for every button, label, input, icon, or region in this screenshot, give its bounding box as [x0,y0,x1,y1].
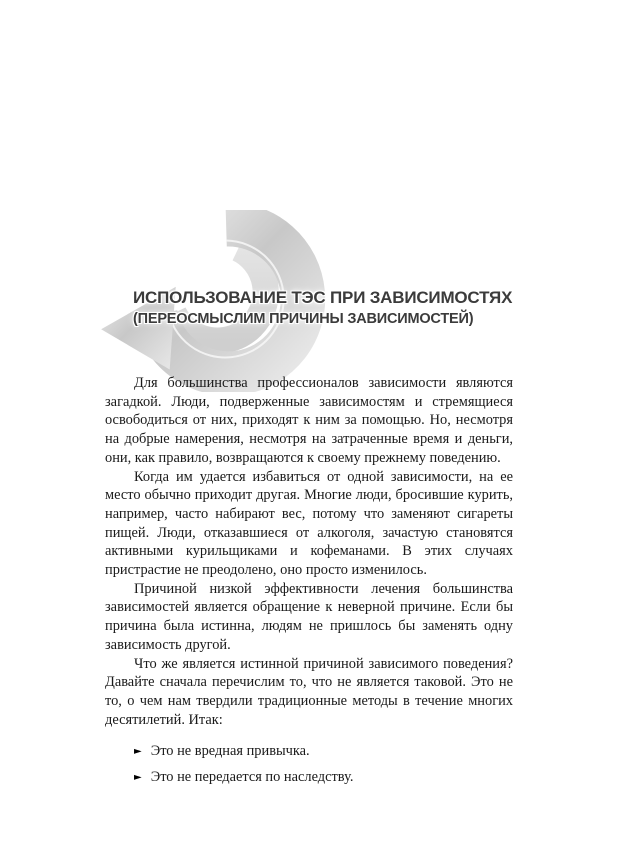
bullet-triangle-icon: ► [134,772,142,784]
bullet-list [105,742,513,788]
chapter-heading [133,286,553,330]
list-item [134,768,513,789]
paragraph: Что же является истинной причиной зависимого поведения? Давайте сначала перечислим то, что не является таковой. Это не то, о чем нам твердили традиционные методы в течение многих десятилетий. Итак: [105,655,513,728]
bullet-text: Это не передается по наследству. [150,769,354,786]
bullet-text: Это не вредная привычка. [150,743,310,760]
paragraph: Причиной низкой эффективности лечения большинства зависимостей является обращение к неверной причине. Если бы причина была истинна, людям не пришлось бы заменять одну зависимость другой. [105,580,513,653]
paragraph: Когда им удается избавиться от одной зависимости, на ее место обычно приходит другая. Многие люди, бросившие курить, например, часто набирают вес, потому что заменяют сигареты пищей. Люди, отказавшиеся от алкоголя, зачастую становятся активными курильщиками и кофеманами. В этих случаях пристрастие не преодолено, оно просто изменилось. [105,468,513,579]
chapter-title: ИСПОЛЬЗОВАНИЕ ТЭС ПРИ ЗАВИСИМОСТЯХ [133,288,513,307]
bullet-triangle-icon: ► [134,746,142,758]
paragraph: Для большинства профессионалов зависимости являются загадкой. Люди, подверженные зависимостям и стремящиеся освободиться от них, приходят к ним за помощью. Но, несмотря на добрые намерения, несмотря на затраченные время и деньги, они, как правило, возвращаются к своему прежнему поведению. [105,375,513,466]
chapter-subtitle: (ПЕРЕОСМЫСЛИМ ПРИЧИНЫ ЗАВИСИМОСТЕЙ) [133,311,474,327]
body-text-block [105,374,513,794]
list-item [134,742,513,763]
